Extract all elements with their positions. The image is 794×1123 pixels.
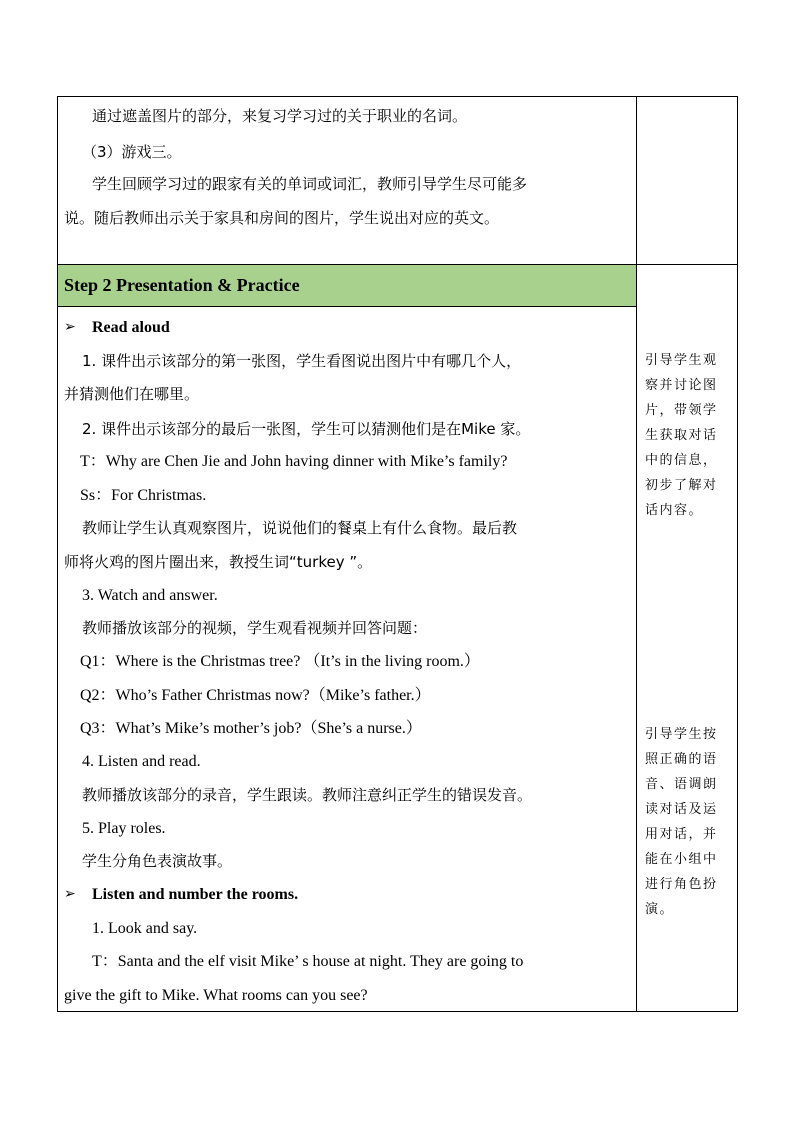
read-aloud-line: 教师播放该部分的录音，学生跟读。教师注意纠正学生的错误发音。 <box>82 786 533 804</box>
note-line: 用对话，并 <box>645 827 718 842</box>
dialogue-line: give the gift to Mike. What rooms can you see? <box>64 987 368 1004</box>
dialogue-line: T：Why are Chen Jie and John having dinner with Mike’s family? <box>80 453 508 470</box>
read-aloud-line: 2. 课件出示该部分的最后一张图，学生可以猜测他们是在Mike 家。 <box>82 420 531 438</box>
note-line: 照正确的语 <box>645 752 718 767</box>
sub-step-label: 3. Watch and answer. <box>82 587 218 604</box>
note-line: 初步了解对 <box>645 478 718 493</box>
question-line: Q2：Who’s Father Christmas now?（Mike’s father.） <box>80 687 431 704</box>
read-aloud-heading: Read aloud <box>92 319 170 336</box>
dialogue-line: T：Santa and the elf visit Mike’ s house at night. They are going to <box>92 953 524 970</box>
note-line: 中的信息， <box>645 453 718 468</box>
note-line: 演。 <box>645 902 675 917</box>
note-line: 进行角色扮 <box>645 877 718 892</box>
read-aloud-line: 并猜测他们在哪里。 <box>64 385 200 403</box>
note-line: 察并讨论图 <box>645 378 718 393</box>
teaching-note-1 <box>645 348 731 523</box>
note-line: 生获取对话 <box>645 428 718 443</box>
note-line: 能在小组中 <box>645 852 718 867</box>
note-line: 话内容。 <box>645 503 704 518</box>
note-line: 引导学生按 <box>645 727 718 742</box>
step-title: Step 2 Presentation & Practice <box>64 275 300 295</box>
note-line: 读对话及运 <box>645 802 718 817</box>
sub-step-label: 5. Play roles. <box>82 820 166 837</box>
sub-step-label: 4. Listen and read. <box>82 753 201 770</box>
review-line-1: 通过遮盖图片的部分，来复习学习过的关于职业的名词。 <box>92 107 468 125</box>
note-line: 引导学生观 <box>645 353 718 368</box>
read-aloud-line: 教师让学生认真观察图片，说说他们的餐桌上有什么食物。最后教 <box>82 519 518 537</box>
arrow-bullet-icon: ➢ <box>64 887 76 902</box>
teaching-note-2 <box>645 722 731 922</box>
question-line: Q3：What’s Mike’s mother’s job?（She’s a nurse.） <box>80 720 422 737</box>
question-line: Q1：Where is the Christmas tree? （It’s in the living room.） <box>80 653 480 670</box>
read-aloud-line: 师将火鸡的图片圈出来，教授生词“turkey ”。 <box>64 553 373 571</box>
read-aloud-line: 教师播放该部分的视频，学生观看视频并回答问题： <box>82 619 428 637</box>
review-line-4: 说。随后教师出示关于家具和房间的图片，学生说出对应的英文。 <box>64 209 500 227</box>
review-line-3: 学生回顾学习过的跟家有关的单词或词汇，教师引导学生尽可能多 <box>92 175 528 193</box>
arrow-bullet-icon: ➢ <box>64 320 76 335</box>
note-line: 片，带领学 <box>645 403 718 418</box>
listen-number-heading: Listen and number the rooms. <box>92 886 299 903</box>
game-three-label: （3）游戏三。 <box>82 143 182 161</box>
note-line: 音、语调朗 <box>645 777 718 792</box>
column-divider <box>636 96 637 1012</box>
dialogue-line: Ss：For Christmas. <box>80 487 207 504</box>
sub-step-label: 1. Look and say. <box>92 920 198 937</box>
read-aloud-line: 1. 课件出示该部分的第一张图，学生看图说出图片中有哪几个人， <box>82 352 522 370</box>
read-aloud-line: 学生分角色表演故事。 <box>82 852 233 870</box>
